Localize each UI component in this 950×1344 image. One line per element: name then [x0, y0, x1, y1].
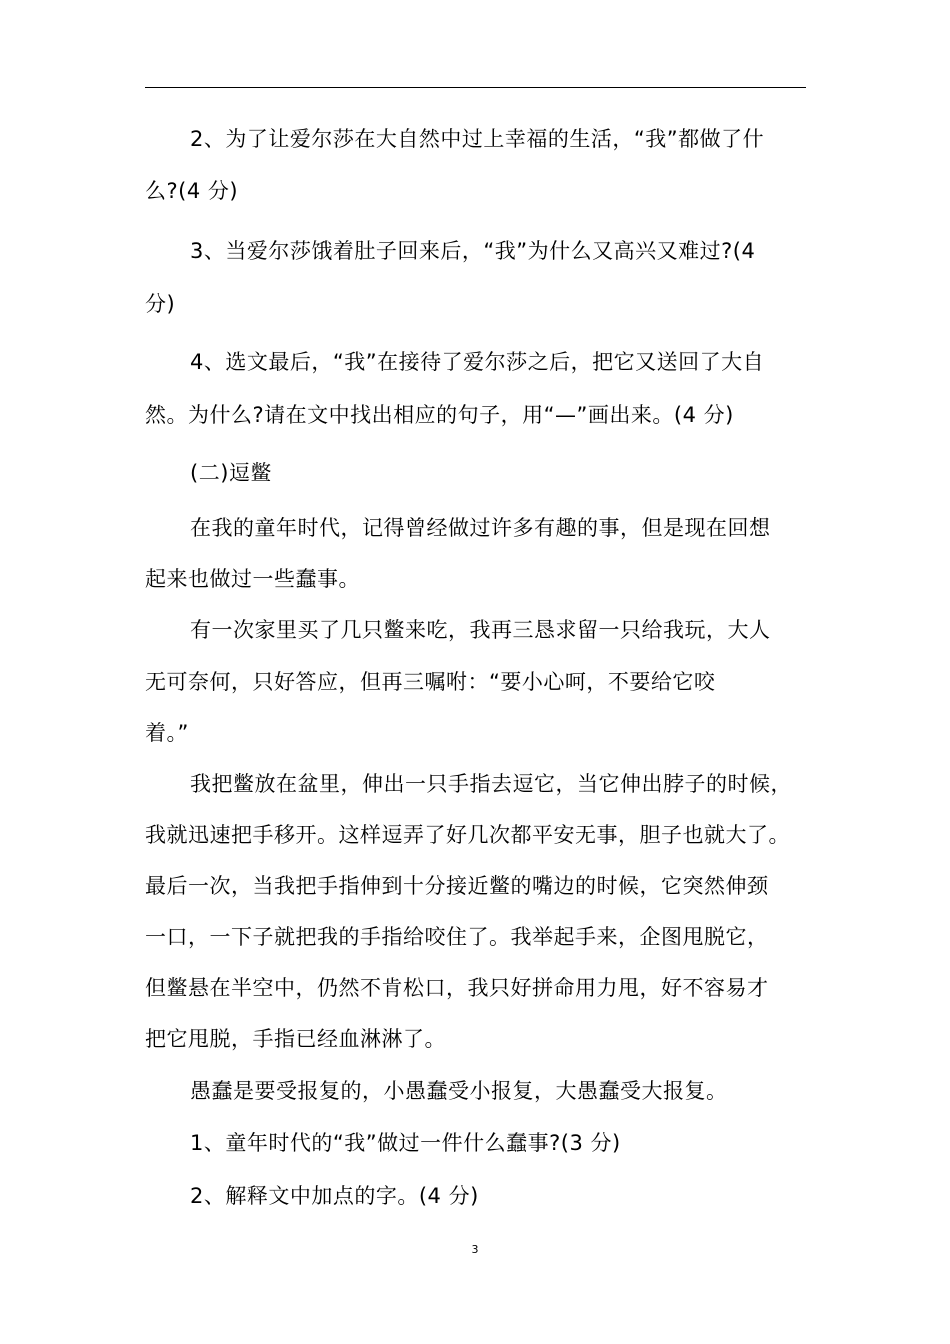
question-3-line-1: 3、当爱尔莎饿着肚子回来后，“我”为什么又高兴又难过?(4 [190, 239, 756, 263]
paragraph-3-line-1: 我把鳖放在盆里，伸出一只手指去逗它，当它伸出脖子的时候， [190, 772, 792, 796]
page-number: 3 [471, 1243, 479, 1256]
question-2-line-2: 么?(4 分) [145, 179, 239, 203]
question-2-line-1: 2、为了让爱尔莎在大自然中过上幸福的生活，“我”都做了什 [190, 127, 765, 151]
paragraph-3-line-5: 但鳖悬在半空中，仍然不肯松口，我只好拼命用力甩，好不容易才 [145, 976, 769, 1000]
paragraph-1-line-1: 在我的童年时代，记得曾经做过许多有趣的事，但是现在回想 [190, 516, 771, 540]
paragraph-4-line-1: 愚蠢是要受报复的，小愚蠢受小报复，大愚蠢受大报复。 [190, 1079, 728, 1103]
section-heading: (二)逗鳖 [190, 461, 272, 485]
question-3-line-2: 分) [145, 292, 176, 316]
paragraph-2-line-1: 有一次家里买了几只鳖来吃，我再三恳求留一只给我玩，大人 [190, 618, 771, 642]
paragraph-3-line-6: 把它甩脱，手指已经血淋淋了。 [145, 1027, 446, 1051]
header-rule [145, 87, 806, 88]
paragraph-1-line-2: 起来也做过一些蠢事。 [145, 567, 360, 591]
question-4-line-2: 然。为什么?请在文中找出相应的句子，用“—”画出来。(4 分) [145, 403, 734, 427]
paragraph-3-line-3: 最后一次，当我把手指伸到十分接近鳖的嘴边的时候，它突然伸颈 [145, 874, 769, 898]
question-b2: 2、解释文中加点的字。(4 分) [190, 1184, 479, 1208]
question-b1: 1、童年时代的“我”做过一件什么蠢事?(3 分) [190, 1131, 621, 1155]
paragraph-3-line-2: 我就迅速把手移开。这样逗弄了好几次都平安无事，胆子也就大了。 [145, 823, 790, 847]
paragraph-3-line-4: 一口，一下子就把我的手指给咬住了。我举起手来，企图甩脱它， [145, 925, 769, 949]
paragraph-2-line-2: 无可奈何，只好答应，但再三嘱咐：“要小心呵，不要给它咬 [145, 670, 716, 694]
paragraph-2-line-3: 着。” [145, 721, 189, 745]
question-4-line-1: 4、选文最后，“我”在接待了爱尔莎之后，把它又送回了大自 [190, 350, 765, 374]
